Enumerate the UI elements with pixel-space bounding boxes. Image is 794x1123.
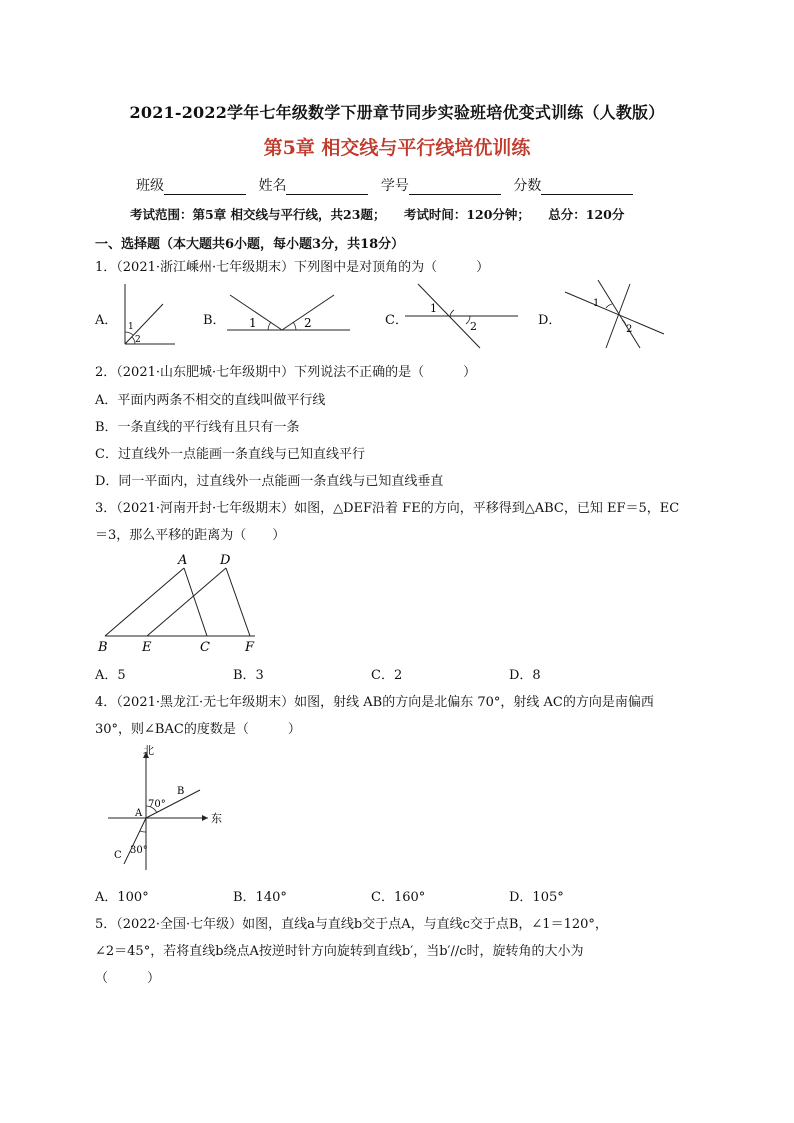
question-2-text: 2．（2021·山东肥城·七年级期中）下列说法不正确的是（ ） [95,365,477,380]
q1-figure-b [222,285,357,335]
q1c-angle-2-label: 2 [470,320,477,333]
name-label: 姓名 [258,178,287,194]
score-blank[interactable] [541,180,633,195]
question-5-text-line3: （ ） [95,971,161,986]
q3-option-a[interactable]: A．5 [95,668,126,683]
class-blank[interactable] [164,180,246,195]
student-id-label: 学号 [380,178,409,194]
north-label: 北 [143,744,154,757]
point-c-label: C [200,640,210,655]
q1-option-c-label[interactable]: C． [385,313,408,328]
point-c-label: C [114,850,122,861]
east-label: 东 [211,812,222,825]
q1-figure-d [560,278,670,350]
q1-option-d-label[interactable]: D． [538,313,562,328]
q1-figure-a [115,282,180,347]
angle-70-label: 70° [148,799,166,810]
q4-option-d[interactable]: D．105° [509,890,564,905]
exam-info [130,205,638,223]
q3-option-b[interactable]: B．3 [233,668,264,683]
question-4-text-line1: 4．（2021·黑龙江·无七年级期末）如图，射线 AB的方向是北偏东 70°，射线 AC的方向是南偏西 [95,695,654,710]
q1d-angle-1-label: 1 [593,298,600,309]
q4-bearing-figure [100,742,230,874]
q1-option-a-label[interactable]: A． [95,313,118,328]
q1a-angle-2-label: 2 [135,335,141,345]
q3-option-c[interactable]: C．2 [371,668,403,683]
point-a-label: A [135,808,143,819]
question-5-text-line2: ∠2＝45°，若将直线b绕点A按逆时针方向旋转到直线b′，当b′//c时，旋转角的大小为 [95,944,584,959]
question-3-text-line1: 3．（2021·河南开封·七年级期末）如图，△DEF沿着 FE的方向，平移得到△ABC，已知 EF＝5，EC [95,501,680,516]
q3-options [95,664,695,683]
point-f-label: F [245,640,255,655]
section-heading: 一、选择题（本大题共6小题，每小题3分，共18分） [95,237,405,252]
name-blank[interactable] [286,180,368,195]
point-b-label: B [177,786,185,797]
point-a-label: A [178,553,188,568]
student-info-fields [136,175,641,195]
exam-total: 总分：120分 [548,207,625,222]
point-b-label: B [98,640,108,655]
exam-scope: 考试范围：第5章 相交线与平行线，共23题； [130,207,386,222]
q1-figure-c [400,280,525,352]
question-1-text: 1．（2021·浙江嵊州·七年级期末）下列图中是对顶角的为（ ） [95,260,490,275]
q4-option-c[interactable]: C．160° [371,890,426,905]
q2-option-c[interactable]: C．过直线外一点能画一条直线与已知直线平行 [95,447,365,462]
q1b-angle-1-label: 1 [249,316,257,330]
q1a-angle-1-label: 1 [128,322,134,332]
document-title: 2021-2022学年七年级数学下册章节同步实验班培优变式训练（人教版） [129,103,665,122]
chapter-title: 第5章 相交线与平行线培优训练 [263,137,531,159]
question-5-text-line1: 5．（2022·全国·七年级）如图，直线a与直线b交于点A，与直线c交于点B，∠1＝120°， [95,917,608,932]
q1b-angle-2-label: 2 [304,316,312,330]
student-id-blank[interactable] [409,180,501,195]
q2-option-b[interactable]: B．一条直线的平行线有且只有一条 [95,420,300,435]
q4-option-a[interactable]: A．100° [95,890,149,905]
exam-time: 考试时间：120分钟； [403,207,530,222]
q1c-angle-1-label: 1 [430,302,437,315]
point-e-label: E [142,640,152,655]
angle-30-label: 30° [130,845,148,856]
q1-option-b-label[interactable]: B． [203,313,226,328]
point-d-label: D [220,553,231,568]
score-label: 分数 [513,178,542,194]
q3-translation-figure [95,550,270,658]
q2-option-d[interactable]: D．同一平面内，过直线外一点能画一条直线与已知直线垂直 [95,474,444,489]
q3-option-d[interactable]: D．8 [509,668,541,683]
q1d-angle-2-label: 2 [626,324,633,335]
question-4-text-line2: 30°，则∠BAC的度数是（ ） [95,722,301,737]
q4-options [95,886,695,905]
question-3-text-line2: ＝3，那么平移的距离为（ ） [95,528,286,543]
class-label: 班级 [136,178,164,194]
q4-option-b[interactable]: B．140° [233,890,287,905]
q2-option-a[interactable]: A．平面内两条不相交的直线叫做平行线 [95,393,326,408]
